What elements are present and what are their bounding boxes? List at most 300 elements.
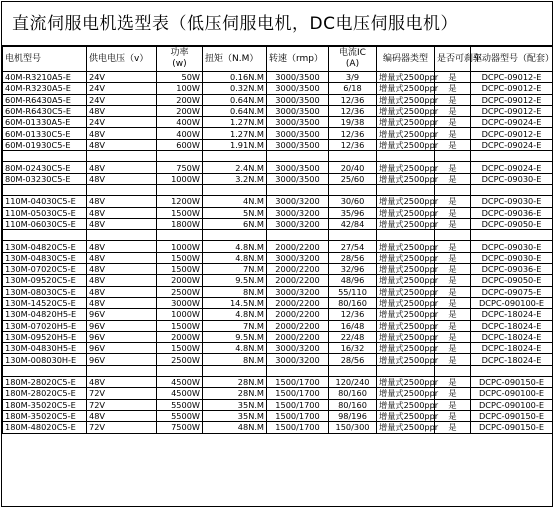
cell-driver: DCPC-18024-E: [471, 343, 553, 354]
blank-row: [3, 365, 553, 376]
table-row: [3, 388, 553, 399]
cell-brake: 是: [435, 275, 471, 286]
cell-brake: 是: [435, 422, 471, 433]
table-row: [3, 354, 553, 365]
table-row: [3, 343, 553, 354]
cell-power: 2500W: [157, 286, 203, 297]
empty-cell: [471, 151, 553, 162]
table-row: [3, 410, 553, 421]
cell-voltage: 48V: [87, 275, 157, 286]
empty-cell: [3, 365, 87, 376]
cell-model: 130M-008030H-E: [3, 354, 87, 365]
cell-power: 1500W: [157, 343, 203, 354]
cell-voltage: 48V: [87, 139, 157, 150]
cell-torque: 2.4N.M: [203, 162, 267, 173]
cell-voltage: 48V: [87, 162, 157, 173]
cell-model: 180M-35020C5-E: [3, 410, 87, 421]
table-row: [3, 252, 553, 263]
blank-row: [3, 184, 553, 195]
header-brake: 是否可刹车: [435, 47, 471, 72]
cell-voltage: 48V: [87, 264, 157, 275]
cell-brake: 是: [435, 320, 471, 331]
cell-model: 40M-R3210A5-E: [3, 72, 87, 83]
table-row: [3, 72, 553, 83]
cell-driver: DCPC-18024-E: [471, 354, 553, 365]
cell-speed: 3000/3500: [267, 72, 329, 83]
cell-torque: 0.32N.M: [203, 83, 267, 94]
cell-encoder: 增量式2500ppr: [377, 241, 435, 252]
cell-driver: DCPC-09024-E: [471, 162, 553, 173]
cell-model: 60M-R6430C5-E: [3, 105, 87, 116]
table-row: [3, 83, 553, 94]
cell-encoder: 增量式2500ppr: [377, 252, 435, 263]
cell-current: 150/300: [329, 422, 377, 433]
empty-cell: [377, 365, 435, 376]
cell-encoder: 增量式2500ppr: [377, 72, 435, 83]
cell-brake: 是: [435, 196, 471, 207]
cell-current: 19/38: [329, 117, 377, 128]
table-row: [3, 218, 553, 229]
cell-model: 180M-28020C5-E: [3, 377, 87, 388]
cell-current: 25/60: [329, 173, 377, 184]
cell-encoder: 增量式2500ppr: [377, 286, 435, 297]
cell-driver: DCPC-18024-E: [471, 331, 553, 342]
cell-power: 1500W: [157, 264, 203, 275]
cell-speed: 1500/1700: [267, 377, 329, 388]
cell-voltage: 48V: [87, 241, 157, 252]
cell-brake: 是: [435, 399, 471, 410]
cell-brake: 是: [435, 297, 471, 308]
cell-power: 2500W: [157, 354, 203, 365]
header-model: 电机型号: [3, 47, 87, 72]
cell-current: 28/56: [329, 354, 377, 365]
cell-encoder: 增量式2500ppr: [377, 218, 435, 229]
cell-driver: DCPC-09024-E: [471, 139, 553, 150]
cell-current: 30/60: [329, 196, 377, 207]
cell-power: 4500W: [157, 388, 203, 399]
cell-torque: 4.8N.M: [203, 241, 267, 252]
table-row: [3, 162, 553, 173]
cell-power: 3000W: [157, 297, 203, 308]
cell-torque: 9.5N.M: [203, 275, 267, 286]
cell-speed: 2000/2200: [267, 331, 329, 342]
cell-brake: 是: [435, 286, 471, 297]
cell-torque: 5N.M: [203, 207, 267, 218]
cell-current: 120/240: [329, 377, 377, 388]
empty-cell: [203, 151, 267, 162]
empty-cell: [471, 365, 553, 376]
cell-speed: 3000/3500: [267, 139, 329, 150]
table-row: [3, 331, 553, 342]
cell-encoder: 增量式2500ppr: [377, 83, 435, 94]
table-row: [3, 297, 553, 308]
empty-cell: [435, 230, 471, 241]
cell-speed: 3000/3200: [267, 354, 329, 365]
blank-row: [3, 230, 553, 241]
table-row: [3, 422, 553, 433]
cell-driver: DCPC-09012-E: [471, 128, 553, 139]
cell-torque: 4.8N.M: [203, 343, 267, 354]
cell-power: 1800W: [157, 218, 203, 229]
cell-brake: 是: [435, 343, 471, 354]
cell-brake: 是: [435, 331, 471, 342]
cell-speed: 1500/1700: [267, 399, 329, 410]
cell-speed: 3000/3200: [267, 196, 329, 207]
cell-encoder: 增量式2500ppr: [377, 162, 435, 173]
cell-brake: 是: [435, 264, 471, 275]
cell-brake: 是: [435, 139, 471, 150]
cell-power: 50W: [157, 72, 203, 83]
cell-encoder: 增量式2500ppr: [377, 94, 435, 105]
table-row: [3, 196, 553, 207]
cell-torque: 48N.M: [203, 422, 267, 433]
cell-speed: 1500/1700: [267, 422, 329, 433]
cell-driver: DCPC-090150-E: [471, 422, 553, 433]
table-row: [3, 139, 553, 150]
cell-speed: 3000/3200: [267, 343, 329, 354]
cell-voltage: 48V: [87, 218, 157, 229]
table-row: [3, 128, 553, 139]
cell-driver: DCPC-09030-E: [471, 241, 553, 252]
cell-driver: DCPC-09030-E: [471, 196, 553, 207]
cell-voltage: 96V: [87, 354, 157, 365]
cell-power: 1500W: [157, 207, 203, 218]
page-title: 直流伺服电机选型表（低压伺服电机，DC电压伺服电机）: [2, 2, 552, 46]
empty-cell: [3, 184, 87, 195]
cell-voltage: 24V: [87, 94, 157, 105]
table-row: [3, 207, 553, 218]
cell-brake: 是: [435, 162, 471, 173]
cell-voltage: 48V: [87, 196, 157, 207]
cell-torque: 1.91N.M: [203, 139, 267, 150]
cell-speed: 3000/3500: [267, 83, 329, 94]
empty-cell: [3, 151, 87, 162]
cell-model: 130M-07020C5-E: [3, 264, 87, 275]
empty-cell: [203, 365, 267, 376]
table-row: [3, 399, 553, 410]
cell-torque: 35N.M: [203, 410, 267, 421]
empty-cell: [471, 184, 553, 195]
empty-cell: [267, 151, 329, 162]
cell-speed: 3000/3200: [267, 252, 329, 263]
cell-driver: DCPC-09036-E: [471, 264, 553, 275]
cell-model: 110M-06030C5-E: [3, 218, 87, 229]
empty-cell: [377, 230, 435, 241]
cell-speed: 2000/2200: [267, 241, 329, 252]
cell-power: 2000W: [157, 275, 203, 286]
cell-current: 20/40: [329, 162, 377, 173]
empty-cell: [157, 151, 203, 162]
cell-encoder: 增量式2500ppr: [377, 207, 435, 218]
header-row: [3, 47, 553, 72]
cell-brake: 是: [435, 105, 471, 116]
cell-model: 130M-07020H5-E: [3, 320, 87, 331]
cell-torque: 0.64N.M: [203, 94, 267, 105]
table-row: [3, 286, 553, 297]
cell-speed: 1500/1700: [267, 388, 329, 399]
cell-voltage: 24V: [87, 72, 157, 83]
cell-power: 1000W: [157, 309, 203, 320]
cell-model: 110M-05030C5-E: [3, 207, 87, 218]
cell-voltage: 48V: [87, 105, 157, 116]
cell-current: 48/96: [329, 275, 377, 286]
cell-voltage: 24V: [87, 83, 157, 94]
cell-brake: 是: [435, 410, 471, 421]
cell-brake: 是: [435, 354, 471, 365]
cell-speed: 2000/2200: [267, 264, 329, 275]
cell-power: 1000W: [157, 173, 203, 184]
cell-voltage: 48V: [87, 377, 157, 388]
header-torque: 扭矩（N.M）: [203, 47, 267, 72]
cell-encoder: 增量式2500ppr: [377, 331, 435, 342]
cell-torque: 9.5N.M: [203, 331, 267, 342]
cell-driver: DCPC-09012-E: [471, 72, 553, 83]
cell-encoder: 增量式2500ppr: [377, 410, 435, 421]
cell-power: 5500W: [157, 399, 203, 410]
cell-brake: 是: [435, 241, 471, 252]
cell-voltage: 48V: [87, 173, 157, 184]
cell-voltage: 72V: [87, 422, 157, 433]
header-voltage: 供电电压（v）: [87, 47, 157, 72]
cell-speed: 3000/3200: [267, 218, 329, 229]
cell-voltage: 96V: [87, 309, 157, 320]
blank-row: [3, 151, 553, 162]
empty-cell: [329, 151, 377, 162]
table-row: [3, 173, 553, 184]
cell-power: 200W: [157, 105, 203, 116]
cell-driver: DCPC-09036-E: [471, 207, 553, 218]
cell-voltage: 72V: [87, 388, 157, 399]
motor-table: [2, 46, 553, 434]
cell-brake: 是: [435, 252, 471, 263]
cell-driver: DCPC-09050-E: [471, 218, 553, 229]
cell-torque: 8N.M: [203, 286, 267, 297]
cell-current: 3/9: [329, 72, 377, 83]
empty-cell: [267, 365, 329, 376]
cell-encoder: 增量式2500ppr: [377, 264, 435, 275]
table-row: [3, 275, 553, 286]
cell-driver: DCPC-09024-E: [471, 117, 553, 128]
cell-speed: 3000/3200: [267, 207, 329, 218]
cell-voltage: 96V: [87, 331, 157, 342]
cell-speed: 2000/2200: [267, 309, 329, 320]
cell-driver: DCPC-09075-E: [471, 286, 553, 297]
cell-encoder: 增量式2500ppr: [377, 388, 435, 399]
cell-encoder: 增量式2500ppr: [377, 377, 435, 388]
cell-model: 180M-35020C5-E: [3, 399, 87, 410]
header-current-label: 电流IC: [339, 48, 366, 58]
cell-driver: DCPC-09030-E: [471, 252, 553, 263]
empty-cell: [267, 230, 329, 241]
cell-encoder: 增量式2500ppr: [377, 309, 435, 320]
empty-cell: [377, 184, 435, 195]
cell-model: 130M-04820C5-E: [3, 241, 87, 252]
cell-encoder: 增量式2500ppr: [377, 173, 435, 184]
cell-model: 80M-03230C5-E: [3, 173, 87, 184]
cell-encoder: 增量式2500ppr: [377, 275, 435, 286]
cell-encoder: 增量式2500ppr: [377, 343, 435, 354]
cell-brake: 是: [435, 377, 471, 388]
cell-encoder: 增量式2500ppr: [377, 354, 435, 365]
cell-current: 27/54: [329, 241, 377, 252]
cell-driver: DCPC-090150-E: [471, 377, 553, 388]
table-row: [3, 377, 553, 388]
cell-brake: 是: [435, 72, 471, 83]
cell-model: 180M-28020C5-E: [3, 388, 87, 399]
cell-driver: DCPC-090100-E: [471, 388, 553, 399]
cell-voltage: 48V: [87, 286, 157, 297]
cell-encoder: 增量式2500ppr: [377, 105, 435, 116]
cell-driver: DCPC-18024-E: [471, 309, 553, 320]
cell-encoder: 增量式2500ppr: [377, 297, 435, 308]
table-row: [3, 264, 553, 275]
cell-voltage: 96V: [87, 343, 157, 354]
cell-voltage: 48V: [87, 128, 157, 139]
cell-power: 5500W: [157, 410, 203, 421]
cell-current: 12/36: [329, 139, 377, 150]
table-row: [3, 105, 553, 116]
header-driver: 驱动器型号（配套）: [471, 47, 553, 72]
cell-driver: DCPC-09012-E: [471, 83, 553, 94]
cell-power: 200W: [157, 94, 203, 105]
cell-encoder: 增量式2500ppr: [377, 139, 435, 150]
cell-model: 60M-R6430A5-E: [3, 94, 87, 105]
table-row: [3, 241, 553, 252]
cell-power: 2000W: [157, 331, 203, 342]
cell-power: 400W: [157, 128, 203, 139]
cell-voltage: 48V: [87, 297, 157, 308]
cell-brake: 是: [435, 94, 471, 105]
cell-power: 100W: [157, 83, 203, 94]
empty-cell: [435, 365, 471, 376]
cell-driver: DCPC-09050-E: [471, 275, 553, 286]
cell-speed: 1500/1700: [267, 410, 329, 421]
cell-brake: 是: [435, 309, 471, 320]
cell-voltage: 48V: [87, 207, 157, 218]
cell-torque: 4N.M: [203, 196, 267, 207]
cell-speed: 3000/3500: [267, 173, 329, 184]
cell-speed: 2000/2200: [267, 297, 329, 308]
cell-speed: 2000/2200: [267, 275, 329, 286]
cell-speed: 3000/3500: [267, 105, 329, 116]
cell-power: 1200W: [157, 196, 203, 207]
cell-torque: 7N.M: [203, 264, 267, 275]
table-row: [3, 117, 553, 128]
cell-current: 16/48: [329, 320, 377, 331]
cell-current: 55/110: [329, 286, 377, 297]
cell-power: 1000W: [157, 241, 203, 252]
cell-current: 22/48: [329, 331, 377, 342]
cell-encoder: 增量式2500ppr: [377, 128, 435, 139]
cell-brake: 是: [435, 218, 471, 229]
empty-cell: [377, 151, 435, 162]
header-speed: 转速（rmp）: [267, 47, 329, 72]
cell-torque: 1.27N.M: [203, 117, 267, 128]
cell-encoder: 增量式2500ppr: [377, 196, 435, 207]
cell-model: 130M-08030C5-E: [3, 286, 87, 297]
cell-model: 60M-01330C5-E: [3, 128, 87, 139]
cell-power: 4500W: [157, 377, 203, 388]
cell-voltage: 24V: [87, 117, 157, 128]
table-body: [3, 72, 553, 434]
empty-cell: [435, 184, 471, 195]
cell-model: 110M-04030C5-E: [3, 196, 87, 207]
cell-current: 80/160: [329, 388, 377, 399]
cell-brake: 是: [435, 117, 471, 128]
cell-model: 130M-04820H5-E: [3, 309, 87, 320]
cell-encoder: 增量式2500ppr: [377, 422, 435, 433]
cell-current: 80/160: [329, 297, 377, 308]
cell-model: 40M-R3230A5-E: [3, 83, 87, 94]
empty-cell: [267, 184, 329, 195]
cell-current: 98/196: [329, 410, 377, 421]
cell-encoder: 增量式2500ppr: [377, 117, 435, 128]
cell-voltage: 72V: [87, 399, 157, 410]
cell-model: 130M-14520C5-E: [3, 297, 87, 308]
cell-model: 130M-04830H5-E: [3, 343, 87, 354]
cell-current: 42/84: [329, 218, 377, 229]
empty-cell: [471, 230, 553, 241]
empty-cell: [329, 184, 377, 195]
cell-brake: 是: [435, 83, 471, 94]
cell-torque: 8N.M: [203, 354, 267, 365]
empty-cell: [157, 184, 203, 195]
cell-brake: 是: [435, 388, 471, 399]
cell-voltage: 48V: [87, 410, 157, 421]
cell-driver: DCPC-09012-E: [471, 105, 553, 116]
cell-driver: DCPC-090100-E: [471, 399, 553, 410]
cell-power: 7500W: [157, 422, 203, 433]
cell-torque: 4.8N.M: [203, 309, 267, 320]
empty-cell: [87, 365, 157, 376]
cell-brake: 是: [435, 207, 471, 218]
cell-driver: DCPC-090150-E: [471, 410, 553, 421]
cell-torque: 28N.M: [203, 388, 267, 399]
cell-speed: 3000/3200: [267, 286, 329, 297]
header-current: [329, 47, 377, 72]
cell-current: 32/96: [329, 264, 377, 275]
cell-current: 12/36: [329, 94, 377, 105]
cell-voltage: 96V: [87, 320, 157, 331]
header-power-unit: (w): [172, 59, 187, 69]
cell-torque: 14.5N.M: [203, 297, 267, 308]
cell-torque: 3.2N.M: [203, 173, 267, 184]
table-row: [3, 94, 553, 105]
empty-cell: [87, 151, 157, 162]
cell-torque: 1.27N.M: [203, 128, 267, 139]
cell-driver: DCPC-09030-E: [471, 173, 553, 184]
cell-current: 12/36: [329, 105, 377, 116]
cell-driver: DCPC-090100-E: [471, 297, 553, 308]
cell-torque: 7N.M: [203, 320, 267, 331]
cell-brake: 是: [435, 128, 471, 139]
cell-driver: DCPC-09012-E: [471, 94, 553, 105]
header-encoder: 编码器类型: [377, 47, 435, 72]
cell-driver: DCPC-18024-E: [471, 320, 553, 331]
empty-cell: [87, 230, 157, 241]
cell-power: 750W: [157, 162, 203, 173]
cell-torque: 4.8N.M: [203, 252, 267, 263]
empty-cell: [203, 184, 267, 195]
table-row: [3, 309, 553, 320]
spec-sheet: [1, 1, 553, 507]
cell-power: 600W: [157, 139, 203, 150]
header-current-unit: (A): [345, 59, 360, 69]
cell-power: 400W: [157, 117, 203, 128]
cell-model: 180M-48020C5-E: [3, 422, 87, 433]
cell-model: 60M-01330A5-E: [3, 117, 87, 128]
cell-voltage: 48V: [87, 252, 157, 263]
